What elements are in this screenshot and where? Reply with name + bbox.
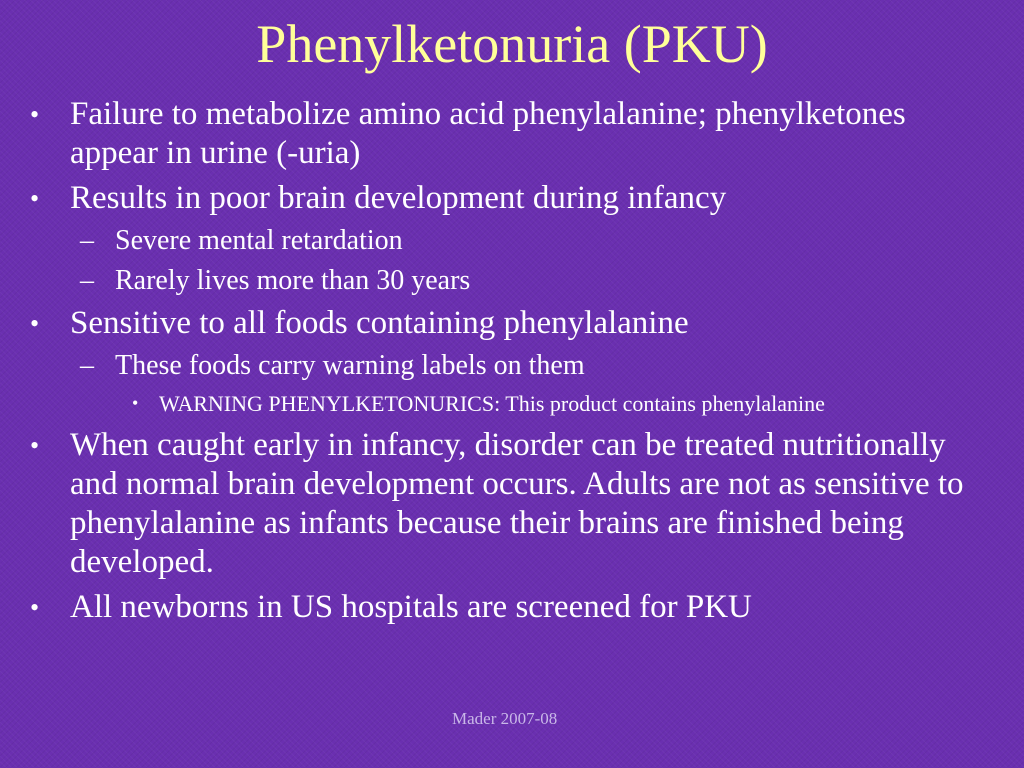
bullet-icon: • [30, 184, 40, 213]
sub-sub-bullet-text: WARNING PHENYLKETONURICS: This product contains phenylalanine [159, 391, 825, 416]
bullet-text: Failure to metabolize amino acid phenylalanine; phenylketones appear in urine (-uria) [70, 96, 906, 171]
bullet-item [28, 304, 988, 343]
bullet-text: Results in poor brain development during infancy [70, 180, 727, 216]
sub-bullet-text: Rarely lives more than 30 years [115, 265, 471, 296]
bullet-icon: • [30, 309, 40, 338]
sub-bullet-item [28, 264, 988, 298]
slide-footer: Mader 2007-08 [452, 709, 558, 728]
sub-sub-bullet-item [28, 389, 988, 418]
sub-bullet-text: Severe mental retardation [115, 225, 403, 256]
bullet-item [28, 95, 988, 173]
bullet-icon: • [132, 393, 139, 413]
bullet-item [28, 179, 988, 218]
dash-icon: – [80, 265, 94, 296]
bullet-icon: • [30, 100, 40, 129]
sub-bullet-text: These foods carry warning labels on them [115, 350, 585, 381]
bullet-item [28, 426, 988, 582]
bullet-icon: • [30, 593, 40, 622]
bullet-item [28, 588, 988, 627]
dash-icon: – [80, 225, 94, 256]
bullet-text: When caught early in infancy, disorder can be treated nutritionally and normal brain development occurs. Adults are not as sensitive to phenylalanine as infants because their brains are finished being developed. [70, 427, 964, 580]
bullet-text: All newborns in US hospitals are screened for PKU [70, 589, 752, 625]
bullet-list [28, 95, 988, 633]
bullet-text: Sensitive to all foods containing phenylalanine [70, 305, 689, 341]
slide-title: Phenylketonuria (PKU) [256, 14, 768, 74]
sub-bullet-item [28, 224, 988, 258]
bullet-icon: • [30, 431, 40, 460]
sub-bullet-item [28, 349, 988, 383]
dash-icon: – [80, 350, 94, 381]
